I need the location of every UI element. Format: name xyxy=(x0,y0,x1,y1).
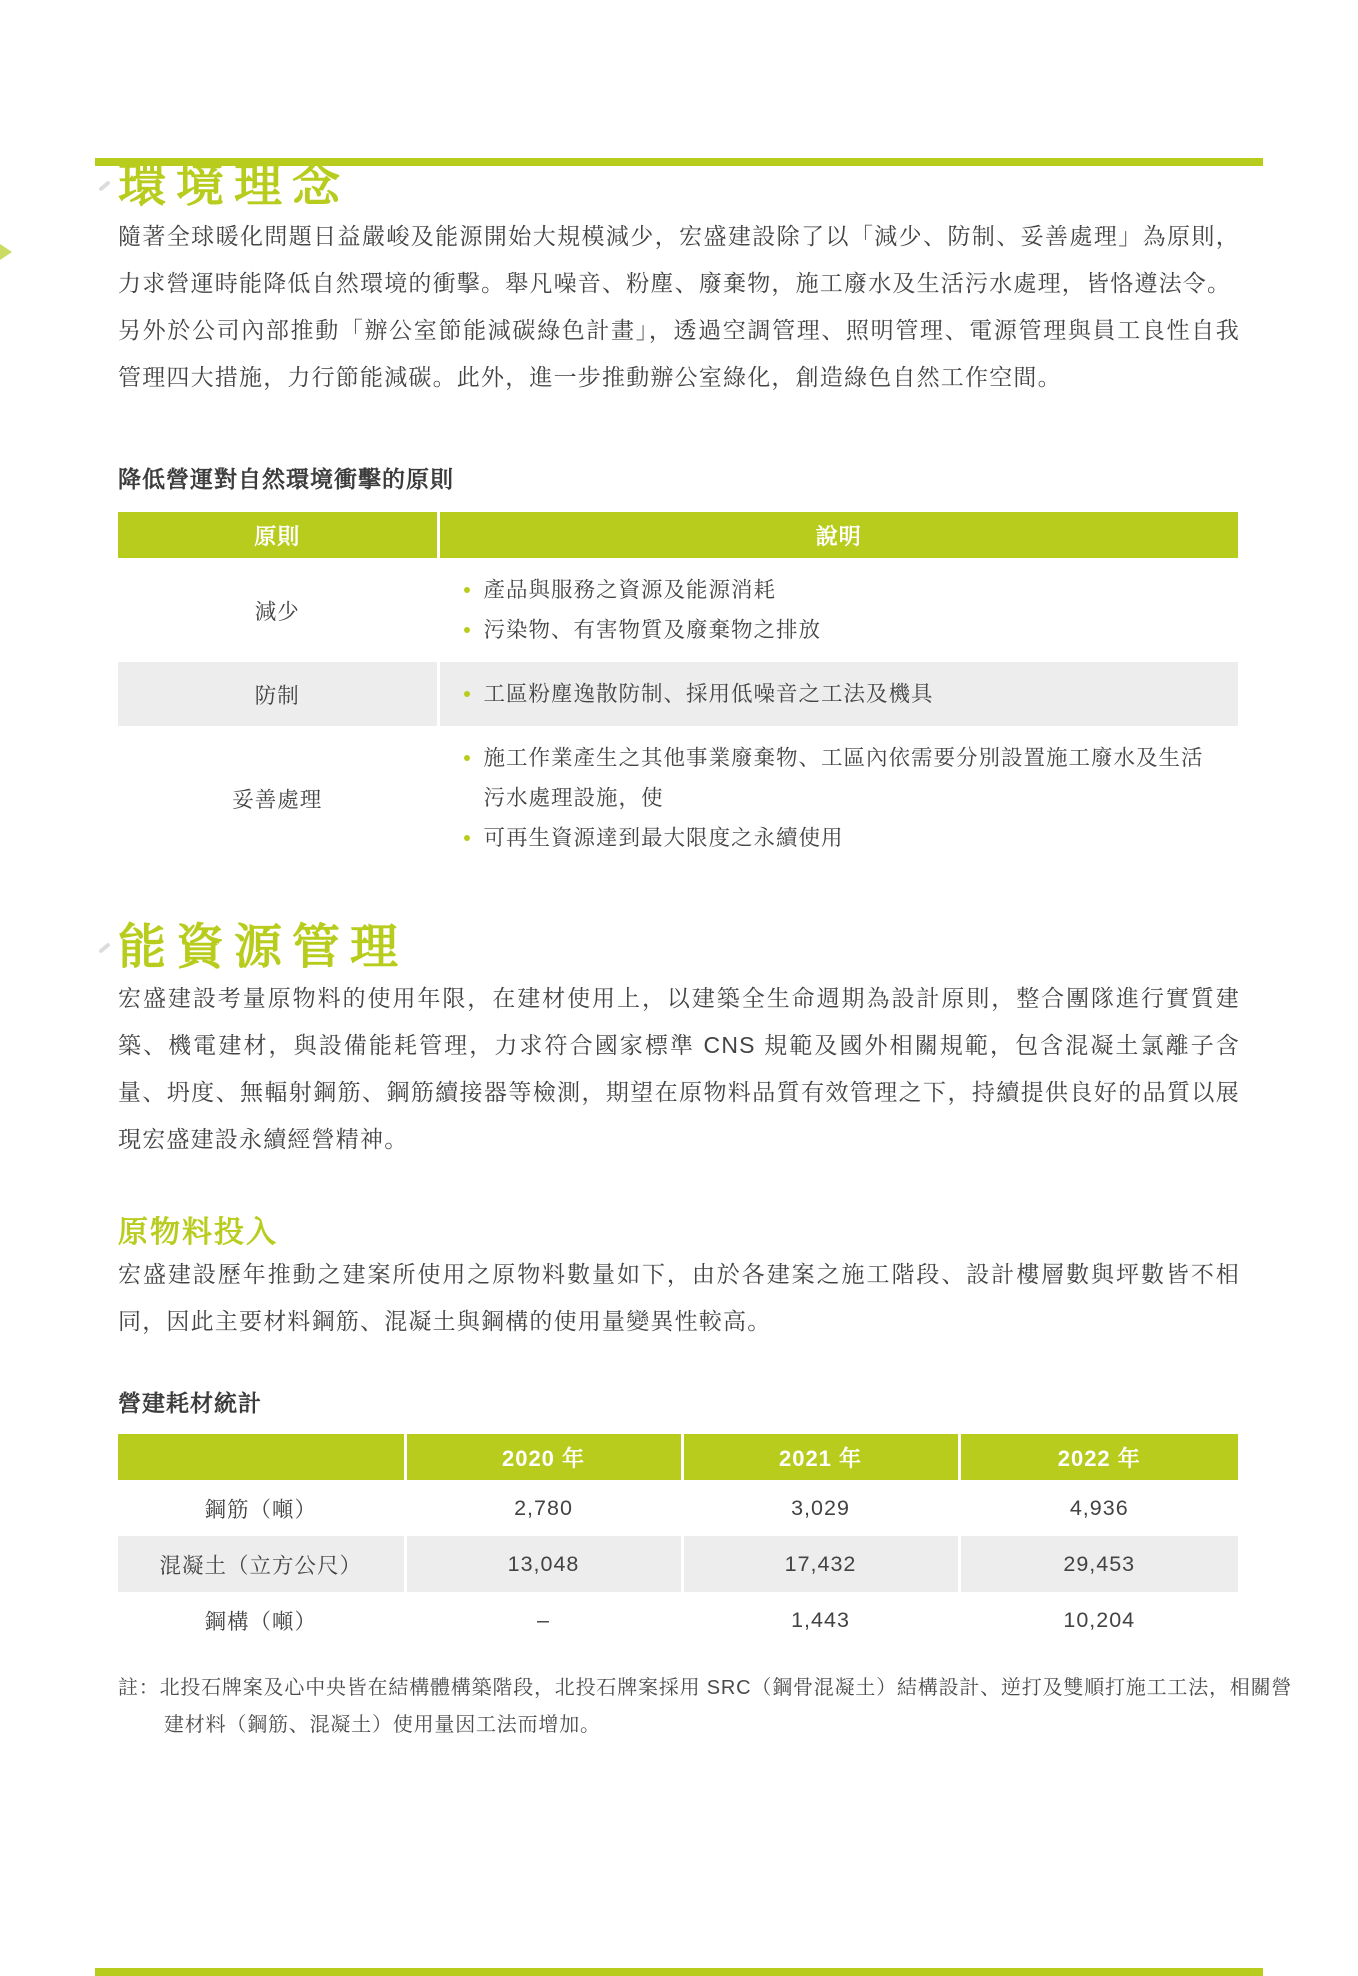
bullet-text: 可再生資源達到最大限度之永續使用 xyxy=(483,826,844,851)
footnote-line-1 xyxy=(118,1670,1293,1707)
bullet-text: 污染物、有害物質及廢棄物之排放 xyxy=(483,618,822,643)
bullet-item xyxy=(464,738,1219,818)
bullet-dot-icon xyxy=(464,835,470,841)
bullet-dot-icon xyxy=(464,755,470,761)
section-title-energy xyxy=(118,920,1240,975)
value-cell: 2,780 xyxy=(405,1480,682,1536)
value-cell: 29,453 xyxy=(959,1536,1238,1592)
column-header-empty xyxy=(118,1434,405,1480)
value-cell: 10,204 xyxy=(959,1592,1238,1648)
principle-cell: 妥善處理 xyxy=(232,787,323,812)
brush-mark-decoration xyxy=(98,942,111,953)
energy-paragraph: 宏盛建設考量原物料的使用年限，在建材使用上，以建築全生命週期為設計原則，整合團隊進行實質建築、機電建材，與設備能耗管理，力求符合國家標準 CNS 規範及國外相關規範，包含混凝土氯離子含量、坍度、無輻射鋼筋、鋼筋續接器等檢測，期望在原物料品質有效管理之下，持續提供良好的品質以展現宏盛建設永續經營精神。 xyxy=(118,985,1240,1153)
principle-cell: 防制 xyxy=(118,662,438,726)
bullet-item xyxy=(464,610,1219,650)
bullet-text: 施工作業產生之其他事業廢棄物、工區內依需要分別設置施工廢水及生活污水處理設施，使 xyxy=(483,746,1204,811)
report-page xyxy=(0,158,1358,1976)
consumption-heading: 營建耗材統計 xyxy=(118,1390,262,1417)
value-cell: – xyxy=(405,1592,682,1648)
value-cell: 4,936 xyxy=(959,1480,1238,1536)
value-cell: 1,443 xyxy=(682,1592,959,1648)
table-row-concrete xyxy=(118,1536,1238,1592)
table-row-reduce xyxy=(118,558,1238,662)
material-label-cell: 鋼構（噸） xyxy=(204,1609,317,1634)
principles-table-header-row xyxy=(118,512,1238,558)
section-title-text: 環境理念 xyxy=(118,159,351,212)
bullet-item xyxy=(464,674,1219,714)
left-edge-accent-icon xyxy=(0,244,12,260)
section-title-text: 能資源管理 xyxy=(118,921,409,975)
principles-table xyxy=(118,512,1238,870)
bullet-text: 工區粉塵逸散防制、採用低噪音之工法及機具 xyxy=(483,682,934,707)
consumption-table-header-row xyxy=(118,1434,1238,1480)
column-header-2021: 2021 年 xyxy=(682,1434,959,1480)
value-cell: 17,432 xyxy=(682,1536,959,1592)
table-row-rebar xyxy=(118,1480,1238,1536)
column-header-2020: 2020 年 xyxy=(405,1434,682,1480)
material-label-cell: 鋼筋（噸） xyxy=(204,1497,317,1522)
bullet-item xyxy=(464,570,1219,610)
table-row-proper-handling xyxy=(118,726,1238,870)
subsection-title-raw-materials: 原物料投入 xyxy=(118,1216,278,1250)
page-content xyxy=(0,158,1358,1744)
footnote-prefix: 註： xyxy=(118,1677,160,1700)
footnote-text: 北投石牌案及心中央皆在結構體構築階段，北投石牌案採用 SRC（鋼骨混凝土）結構設計、逆打及雙順打施工工法，相關營 xyxy=(159,1677,1293,1700)
bottom-border-rule xyxy=(95,1968,1263,1976)
environment-paragraph-2: 另外於公司內部推動「辦公室節能減碳綠色計畫」，透過空調管理、照明管理、電源管理與員工良性自我管理四大措施，力行節能減碳。此外，進一步推動辦公室綠化，創造綠色自然工作空間。 xyxy=(118,317,1240,391)
description-cell xyxy=(438,662,1238,726)
section-title-environment xyxy=(118,158,1240,213)
column-header-principle: 原則 xyxy=(118,512,438,558)
consumption-table xyxy=(118,1434,1238,1648)
bullet-item xyxy=(464,818,1219,858)
environment-paragraph-1: 隨著全球暖化問題日益嚴峻及能源開始大規模減少，宏盛建設除了以「減少、防制、妥善處理」為原則，力求營運時能降低自然環境的衝擊。舉凡噪音、粉塵、廢棄物，施工廢水及生活污水處理，皆恪遵法令。 xyxy=(118,223,1240,297)
table-row-prevent xyxy=(118,662,1238,726)
principles-heading: 降低營運對自然環境衝擊的原則 xyxy=(118,466,454,493)
description-cell xyxy=(438,726,1238,870)
principle-cell: 減少 xyxy=(254,599,300,624)
material-label-cell: 混凝土（立方公尺） xyxy=(118,1536,405,1592)
table-row-steel-structure xyxy=(118,1592,1238,1648)
bullet-dot-icon xyxy=(464,627,470,633)
footnote-line-2: 建材料（鋼筋、混凝土）使用量因工法而增加。 xyxy=(164,1714,601,1737)
value-cell: 3,029 xyxy=(682,1480,959,1536)
brush-mark-decoration xyxy=(98,180,111,191)
bullet-dot-icon xyxy=(464,587,470,593)
bullet-text: 產品與服務之資源及能源消耗 xyxy=(483,578,777,603)
column-header-description: 說明 xyxy=(438,512,1238,558)
description-cell xyxy=(438,558,1238,662)
table-footnote xyxy=(118,1670,1293,1744)
column-header-2022: 2022 年 xyxy=(959,1434,1238,1480)
value-cell: 13,048 xyxy=(405,1536,682,1592)
raw-materials-paragraph: 宏盛建設歷年推動之建案所使用之原物料數量如下，由於各建案之施工階段、設計樓層數與坪數皆不相同，因此主要材料鋼筋、混凝土與鋼構的使用量變異性較高。 xyxy=(118,1261,1240,1335)
bullet-dot-icon xyxy=(464,691,470,697)
